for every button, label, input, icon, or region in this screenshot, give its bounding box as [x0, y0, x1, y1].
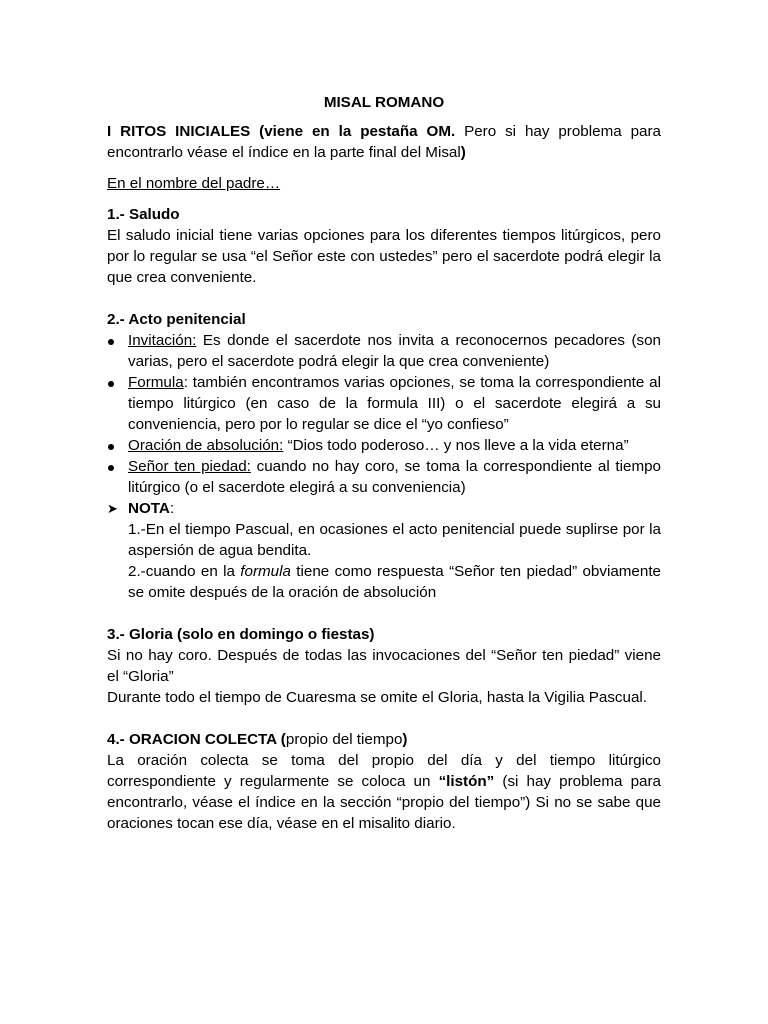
section-4-body-b: (si hay problema para encontrarlo, véase el índice en la sección “propio del tiempo”) Si no se sabe que oraciones tocan ese día, véase en el misalito diario.: [107, 773, 661, 832]
section-3-heading: 3.- Gloria (solo en domingo o fiestas): [107, 626, 375, 643]
nota-2-italic: formula: [240, 563, 291, 580]
section-3-p2: Durante todo el tiempo de Cuaresma se omite el Gloria, hasta la Vigilia Pascual.: [107, 689, 648, 706]
nota-label: NOTA: [128, 500, 170, 517]
section-4-body: [107, 750, 661, 834]
nota-item: [107, 498, 661, 519]
document-title: MISAL ROMANO: [323, 94, 445, 111]
section-4-heading-close: ): [402, 731, 408, 748]
bullet-icon: [107, 372, 121, 393]
document-body: [107, 92, 661, 834]
section-4-heading-bold: 4.- ORACION COLECTA (: [107, 731, 286, 748]
nota-1: 1.-En el tiempo Pascual, en ocasiones el acto penitencial puede suplirse por la aspersión de agua bendita.: [128, 521, 661, 559]
bullet-icon: [107, 330, 121, 351]
intro-close: ): [460, 144, 466, 161]
section-1-body: El saludo inicial tiene varias opciones para los diferentes tiempos litúrgicos, pero por lo regular se usa “el Señor este con ustedes” pero el sacerdote podrá elegir la que crea conveniente.: [107, 227, 661, 286]
section-3-p1: Si no hay coro. Después de todas las invocaciones del “Señor ten piedad” viene el “Gloria”: [107, 647, 661, 685]
item-text: Es donde el sacerdote nos invita a reconocernos pecadores (son varias, pero el sacerdote podrá elegir la que crea conveniente): [128, 332, 661, 370]
penitencial-list: [107, 330, 661, 519]
intro-bold: I RITOS INICIALES (viene en la pestaña OM.: [107, 123, 456, 140]
item-label: Formula: [128, 374, 184, 391]
bullet-icon: [107, 435, 121, 456]
bullet-icon: [107, 456, 121, 477]
nota-2: [107, 561, 661, 603]
section-4-body-a: La oración colecta se toma del propio del día y del tiempo litúrgico correspondiente y regularmente se coloca un: [107, 752, 661, 790]
section-4-heading-normal: propio del tiempo: [285, 731, 403, 748]
liston-bold: “listón”: [438, 773, 495, 790]
section-1-heading: 1.- Saludo: [107, 206, 180, 223]
list-item: [107, 330, 661, 372]
intro-text: Pero si hay problema para encontrarlo véase el índice en la parte final del Misal: [107, 123, 661, 161]
nombre-line: En el nombre del padre…: [107, 175, 281, 192]
item-text: : también encontramos varias opciones, se toma la correspondiente al tiempo litúrgico (en caso de la formula III) o el sacerdote elegirá a su conveniencia, pero por lo regular se dice el “yo confieso”: [128, 374, 661, 433]
nota-2-b: tiene como respuesta “Señor ten piedad” obviamente se omite después de la oración de absolución: [128, 563, 661, 601]
arrow-bullet-icon: ➤: [107, 501, 118, 516]
item-text: cuando no hay coro, se toma la correspondiente al tiempo litúrgico (o el sacerdote elegirá a su conveniencia): [128, 458, 661, 496]
list-item: [107, 372, 661, 435]
section-2-heading: 2.- Acto penitencial: [107, 311, 246, 328]
item-text: “Dios todo poderoso… y nos lleve a la vida eterna”: [283, 437, 629, 454]
item-label: Señor ten piedad:: [128, 458, 251, 475]
section-4-heading: [107, 729, 661, 750]
nota-colon: :: [169, 500, 175, 517]
nota-2-a: 2.-cuando en la: [128, 563, 241, 580]
item-label: Oración de absolución:: [128, 437, 284, 454]
item-label: Invitación:: [128, 332, 197, 349]
list-item: [107, 435, 661, 456]
intro-paragraph: [107, 121, 661, 163]
list-item: [107, 456, 661, 498]
